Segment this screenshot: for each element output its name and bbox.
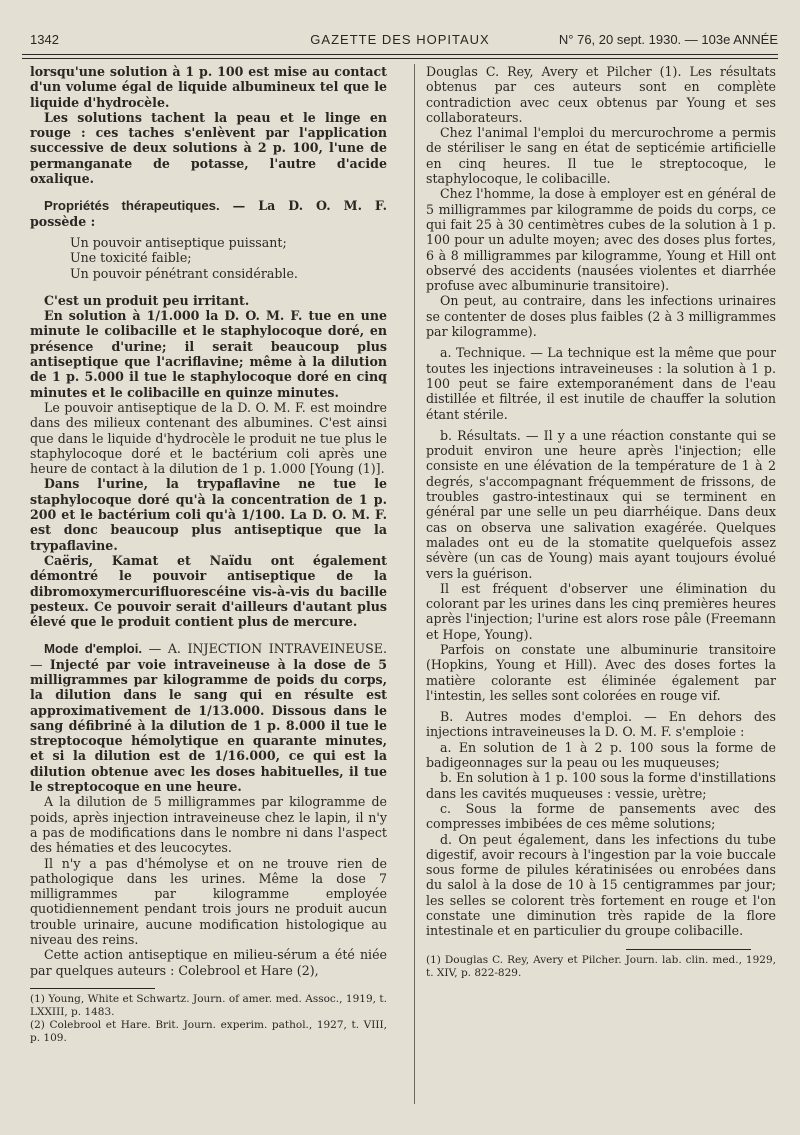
paragraph: Douglas C. Rey, Avery et Pilcher (1). Les résultats obtenus par ces auteurs sont en complète contradiction avec ceux obtenus par Young et ses collaborateurs. bbox=[426, 64, 776, 125]
page-number: 1342 bbox=[30, 32, 59, 47]
list-item: Un pouvoir pénétrant considérable. bbox=[70, 265, 298, 281]
footnote: (1) Young, White et Schwartz. Journ. of amer. med. Assoc., 1919, t. LXXIII, p. 1483. bbox=[30, 992, 387, 1018]
list-item: Un pouvoir antiseptique puissant; bbox=[70, 234, 287, 250]
right-column bbox=[426, 64, 776, 980]
paragraph: Dans l'urine, la trypaflavine ne tue le staphylocoque doré qu'à la concentration de 1 p. 200 et le bactérium coli qu'à 1/100. La D. O. M. F. est donc beaucoup plus antiseptique que la trypaflavine. bbox=[30, 476, 387, 553]
paragraph: Les solutions tachent la peau et le linge en rouge : ces taches s'enlèvent par l'application successive de deux solutions à 2 p. 100, l'une de permanganate de potasse, l'autre d'acide oxalique. bbox=[30, 109, 387, 187]
footnote: (2) Colebrool et Hare. Brit. Journ. experim. pathol., 1927, t. VIII, p. 109. bbox=[30, 1018, 387, 1044]
paragraph: Parfois on constate une albuminurie transitoire (Hopkins, Young et Hill). Avec des doses fortes la matière colorante est éliminée également par l'intestin, les selles sont colorées en rouge vif. bbox=[426, 641, 776, 703]
paragraph: b. Résultats. — Il y a une réaction constante qui se produit environ une heure après l'injection; elle consiste en une élévation de la température de 1 à 2 degrés, s'accompagnant fréquemment de frissons, de troubles gastro-intestinaux qui se terminent en général par une selle un peu diarrhéique. Dans deux cas on observa une salivation exagérée. Quelques malades ont eu de la stomatite quelquefois assez sévère (un cas de Young) mais ayant toujours évolué vers la guérison. bbox=[426, 427, 776, 581]
paragraph: Chez l'homme, la dose à employer est en général de 5 milligrammes par kilogramme de poids du corps, ce qui fait 25 à 30 centimètres cubes de la solution à 1 p. 100 pour un adulte moyen; avec des doses plus fortes, 6 à 8 milligrammes par kilogramme, Young et Hill ont observé des accidents (nausées violentes et diarrhée profuse avec albuminurie transitoire). bbox=[426, 186, 776, 294]
page-header bbox=[22, 28, 778, 52]
paragraph: En solution à 1/1.000 la D. O. M. F. tue en une minute le colibacille et le staphylocoque doré, en présence d'urine; il serait beaucoup plus antiseptique que l'acriflavine; même à la dilution de 1 p. 5.000 il tue le staphylocoque doré en cinq minutes et le colibacille en quinze minutes. bbox=[30, 308, 387, 400]
footnote: (1) Douglas C. Rey, Avery et Pilcher. Journ. lab. clin. med., 1929, t. XIV, p. 822-829. bbox=[426, 953, 776, 979]
paragraph: B. Autres modes d'emploi. — En dehors des injections intraveineuses la D. O. M. F. s'emploie : bbox=[426, 709, 776, 740]
footnote-rule bbox=[30, 988, 155, 989]
section-heading-properties: Propriétés thérapeutiques. — La D. O. M. F. possède : bbox=[30, 198, 387, 229]
left-column bbox=[30, 64, 387, 1045]
paragraph: Chez l'animal l'emploi du mercurochrome a permis de stériliser le sang en état de septicémie artificielle en cinq heures. Il tue le streptocoque, le staphylocoque, le colibacille. bbox=[426, 125, 776, 187]
paragraph: A la dilution de 5 milligrammes par kilogramme de poids, après injection intraveineuse chez le lapin, il n'y a pas de modifications dans le nombre ni dans l'aspect des hématies et des leucocytes. bbox=[30, 794, 387, 856]
paragraph: Le pouvoir antiseptique de la D. O. M. F. est moindre dans des milieux contenant des albumines. C'est ainsi que dans le liquide d'hydrocèle le produit ne tue plus le staphylocoque doré et le bactérium coli après une heure de contact à la dilution de 1 p. 1.000 [Young (1)]. bbox=[30, 399, 387, 477]
paragraph: C'est un produit peu irritant. bbox=[44, 292, 250, 308]
paragraph: Caëris, Kamat et Naïdu ont également démontré le pouvoir antiseptique de la dibromoxymercurifluorescéine vis-à-vis du bacille pesteux. Ce pouvoir serait d'ailleurs d'autant plus élevé que le produit contient plus de mercure. bbox=[30, 552, 387, 630]
issue-info: N° 76, 20 sept. 1930. — 103e ANNÉE bbox=[558, 32, 778, 47]
paragraph: a. En solution de 1 à 2 p. 100 sous la forme de badigeonnages sur la peau ou les muqueuses; bbox=[426, 739, 776, 771]
paragraph: a. Technique. — La technique est la même que pour toutes les injections intraveineuses : la solution à 1 p. 100 peut se faire extemporanément dans de l'eau distillée et filtrée, il est inutile de chauffer la solution étant stérile. bbox=[426, 345, 776, 422]
paragraph: c. Sous la forme de pansements avec des compresses imbibées de ces même solutions; bbox=[426, 800, 776, 832]
paragraph: Il est fréquent d'observer une élimination du colorant par les urines dans les cinq premières heures après l'injection; l'urine est alors rose pâle (Freemann et Hope, Young). bbox=[426, 580, 776, 642]
section-heading-mode: Mode d'emploi. — A. INJECTION INTRAVEINEUSE. — Injecté par voie intraveineuse à la dose de 5 milligrammes par kilogramme de poids du corps, la dilution dans le sang qui en résulte est approximativement de 1/13.000. Dissous dans le sang défibriné à la dilution de 1 p. 8.000 il tue le streptocoque hémolytique en quarante minutes, et si la dilution est de 1/16.000, ce qui est la dilution obtenue avec les doses habituelles, il tue le streptocoque en une heure. bbox=[30, 641, 387, 795]
list-item: Une toxicité faible; bbox=[70, 250, 192, 266]
column-separator bbox=[414, 64, 415, 1104]
paragraph: Il n'y a pas d'hémolyse et on ne trouve rien de pathologique dans les urines. Même la dose 7 milligrammes par kilogramme employée quotidiennement pendant trois jours ne produit aucun trouble urinaire, aucune modification histologique au niveau des reins. bbox=[30, 855, 387, 948]
paragraph: b. En solution à 1 p. 100 sous la forme d'instillations dans les cavités muqueuses : vessie, urètre; bbox=[426, 770, 776, 801]
paragraph: d. On peut également, dans les infections du tube digestif, avoir recours à l'ingestion par la voie buccale sous forme de pilules kératinisées ou enrobées dans du salol à la dose de 10 à 15 centigrammes par jour; les selles se colorent très fortement en rouge et l'on constate une diminution très rapide de la flore intestinale et en particulier du groupe colibacille. bbox=[426, 831, 776, 939]
footnote-rule bbox=[626, 949, 751, 950]
paragraph: Cette action antiseptique en milieu-sérum a été niée par quelques auteurs : Colebrool et Hare (2), bbox=[30, 947, 387, 978]
header-rule bbox=[22, 54, 778, 55]
journal-title: GAZETTE DES HOPITAUX bbox=[310, 32, 490, 47]
paragraph: On peut, au contraire, dans les infections urinaires se contenter de doses plus faibles (2 à 3 milligrammes par kilogramme). bbox=[426, 293, 776, 340]
paragraph: lorsqu'une solution à 1 p. 100 est mise au contact d'un volume égal de liquide albumineux tel que le liquide d'hydrocèle. bbox=[30, 64, 387, 110]
header-rule-thin bbox=[22, 58, 778, 59]
